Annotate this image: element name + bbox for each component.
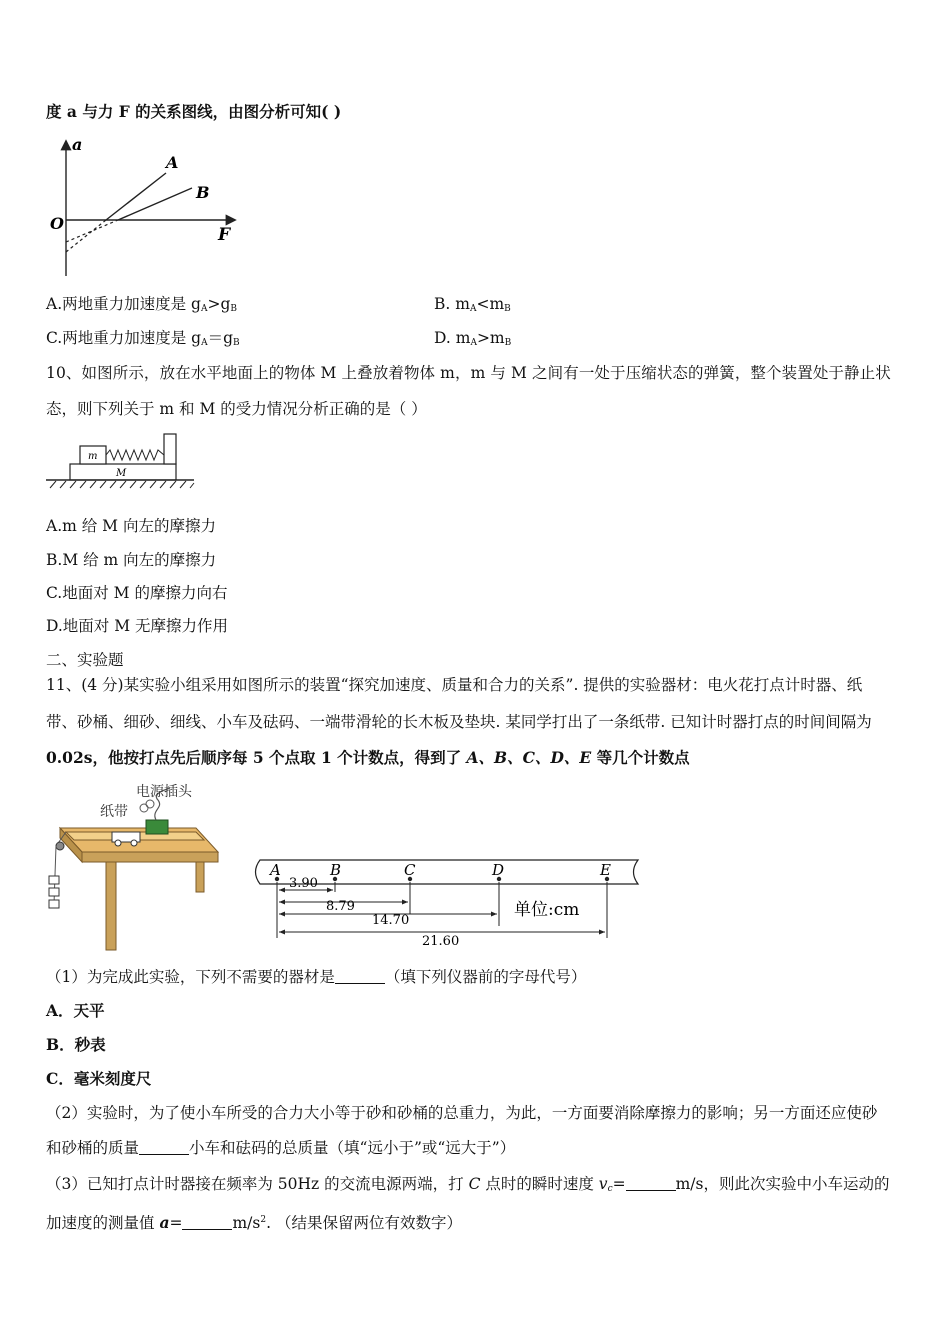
option-a-sub1: A <box>200 304 208 314</box>
option-c[interactable] <box>46 327 240 354</box>
table-leg-right <box>196 862 204 892</box>
origin-label: O <box>50 214 64 233</box>
q11-line3-points: A、B、C、D、E <box>466 748 592 767</box>
q11-sub1-option-a[interactable]: A．天平 <box>46 1001 105 1020</box>
option-b-sub2: B <box>504 304 511 314</box>
q11-sub2-line2 <box>46 1137 515 1159</box>
a-f-graph <box>46 136 246 278</box>
tape-unit-label: 单位:cm <box>514 900 580 920</box>
option-a-text: A.两地重力加速度是 g <box>46 295 201 313</box>
weight-3 <box>49 900 59 908</box>
option-c-text: C.两地重力加速度是 g <box>46 329 202 347</box>
q11-sub3-line2-eq: = <box>169 1214 183 1232</box>
q10-stem-line1: 10、如图所示，放在水平地面上的物体 M 上叠放着物体 m，m 与 M 之间有一处于压缩状态的弹簧，整个装置处于静止状 <box>46 364 891 382</box>
y-axis-label: a <box>72 136 83 154</box>
q11-sub3-eq: = <box>612 1175 626 1193</box>
q11-sub2-text: 和砂桶的质量 <box>46 1139 140 1157</box>
line-a-dashed <box>66 220 106 252</box>
q11-line3-text: 0.02s，他按打点先后顺序每 5 个点取 1 个计数点，得到了 <box>46 748 467 767</box>
option-c-mid: ＝g <box>207 329 234 347</box>
q10-option-d[interactable]: D.地面对 M 无摩擦力作用 <box>46 617 229 635</box>
answer-blank-4[interactable] <box>182 1215 232 1230</box>
answer-blank-3[interactable] <box>626 1176 676 1191</box>
option-c-sub1: A <box>201 338 208 348</box>
q11-sub1-tail: （填下列仪器前的字母代号） <box>384 968 587 986</box>
block-m-label: m <box>88 451 98 462</box>
measure-ac-label: 8.79 <box>326 899 355 914</box>
spring-block-figure <box>46 430 196 492</box>
q11-sub3-v-sub: c <box>607 1184 613 1194</box>
option-b-mid: <m <box>476 295 505 313</box>
q11-line3-tail: 等几个计数点 <box>591 748 690 767</box>
line-b-label: B <box>196 183 210 202</box>
q11-sub3-line2-text: 加速度的测量值 <box>46 1214 160 1232</box>
q11-stem-line3 <box>46 747 690 769</box>
option-d-sub2: B <box>504 338 512 348</box>
q11-sub3-v: v <box>598 1175 608 1193</box>
option-b[interactable] <box>434 293 511 320</box>
line-b <box>118 188 192 220</box>
pulley <box>56 842 64 850</box>
answer-blank-1[interactable] <box>335 969 385 984</box>
q11-sub1-option-c[interactable]: C．毫米刻度尺 <box>46 1069 152 1088</box>
q11-sub1-text: （1）为完成此实验，下列不需要的器材是 <box>46 968 335 986</box>
block-M-label: M <box>116 468 127 479</box>
wall-post <box>164 434 176 464</box>
q11-sub3-line2 <box>46 1209 462 1234</box>
q10-option-a[interactable]: A.m 给 M 向左的摩擦力 <box>46 517 216 535</box>
q11-sub3-text: （3）已知打点计时器接在频率为 50Hz 的交流电源两端，打 <box>46 1175 469 1193</box>
weight-2 <box>49 888 59 896</box>
point-d: D <box>492 861 505 879</box>
q11-sub3-point-c: C <box>468 1175 481 1193</box>
q11-sub3-tail: m/s，则此次实验中小车运动的 <box>675 1175 890 1193</box>
option-d-text: D. m <box>434 329 471 347</box>
apparatus-figure <box>46 780 226 955</box>
q11-sub1-option-b[interactable]: B．秒表 <box>46 1035 106 1054</box>
tape-label: 纸带 <box>100 804 128 820</box>
q11-stem-line1: 11、(4 分)某实验小组采用如图所示的装置“探究加速度、质量和合力的关系”. 提供的实验器材：电火花打点计时器、纸 <box>46 676 863 694</box>
answer-blank-2[interactable] <box>139 1140 189 1155</box>
q10-option-b[interactable]: B.M 给 m 向左的摩擦力 <box>46 551 217 569</box>
timer <box>146 820 168 834</box>
q11-sub3-unit-sup: 2 <box>260 1215 267 1225</box>
option-b-text: B. m <box>434 295 470 313</box>
q11-sub2-line1: （2）实验时，为了使小车所受的合力大小等于砂和砂桶的总重力，为此，一方面要消除摩擦力的影响；另一方面还应使砂 <box>46 1104 878 1122</box>
point-b: B <box>330 861 342 879</box>
table-front <box>82 852 218 862</box>
option-a-mid: >g <box>207 295 231 313</box>
option-d-sub1: A <box>470 338 477 348</box>
measure-ad-label: 14.70 <box>372 913 410 928</box>
option-b-sub1: A <box>469 304 477 314</box>
table-leg <box>106 862 116 950</box>
point-a: A <box>270 861 281 879</box>
q11-stem-line2: 带、砂桶、细砂、细线、小车及砝码、一端带滑轮的长木板及垫块. 某同学打出了一条纸带. 已知计时器打点的时间间隔为 <box>46 713 872 731</box>
option-a-sub2: B <box>230 304 238 314</box>
q9-stem-tail: 度 a 与力 F 的关系图线，由图分析可知( ) <box>46 102 342 121</box>
spring <box>106 450 164 460</box>
q11-sub3-unit: m/s <box>232 1214 261 1232</box>
q11-sub3-line2-tail: . （结果保留两位有效数字） <box>266 1214 462 1232</box>
point-c: C <box>404 861 416 879</box>
q11-sub3-line1 <box>46 1173 890 1200</box>
q11-sub2-tail: 小车和砝码的总质量（填“远小于”或“远大于”） <box>189 1139 516 1157</box>
option-c-sub2: B <box>233 338 240 348</box>
q11-sub3-text2: 点时的瞬时速度 <box>480 1175 599 1193</box>
q11-sub3-a: a <box>159 1213 170 1232</box>
option-a[interactable] <box>46 293 237 320</box>
point-e: E <box>600 861 611 879</box>
option-d[interactable] <box>434 327 511 354</box>
q10-option-c[interactable]: C.地面对 M 的摩擦力向右 <box>46 584 228 602</box>
plug-label: 电源插头 <box>136 784 192 800</box>
section-heading: 二、实验题 <box>46 651 124 669</box>
paper-tape-figure <box>252 852 647 952</box>
option-d-mid: >m <box>476 329 505 347</box>
x-axis-label: F <box>218 225 231 245</box>
line-a-label: A <box>166 153 179 172</box>
line-b-dashed <box>66 220 118 242</box>
weight-1 <box>49 876 59 884</box>
measure-ab-label: 3.90 <box>289 876 318 891</box>
q11-sub1 <box>46 966 586 988</box>
q10-stem-line2: 态，则下列关于 m 和 M 的受力情况分析正确的是（ ） <box>46 400 427 418</box>
measure-ae-label: 21.60 <box>422 934 460 949</box>
